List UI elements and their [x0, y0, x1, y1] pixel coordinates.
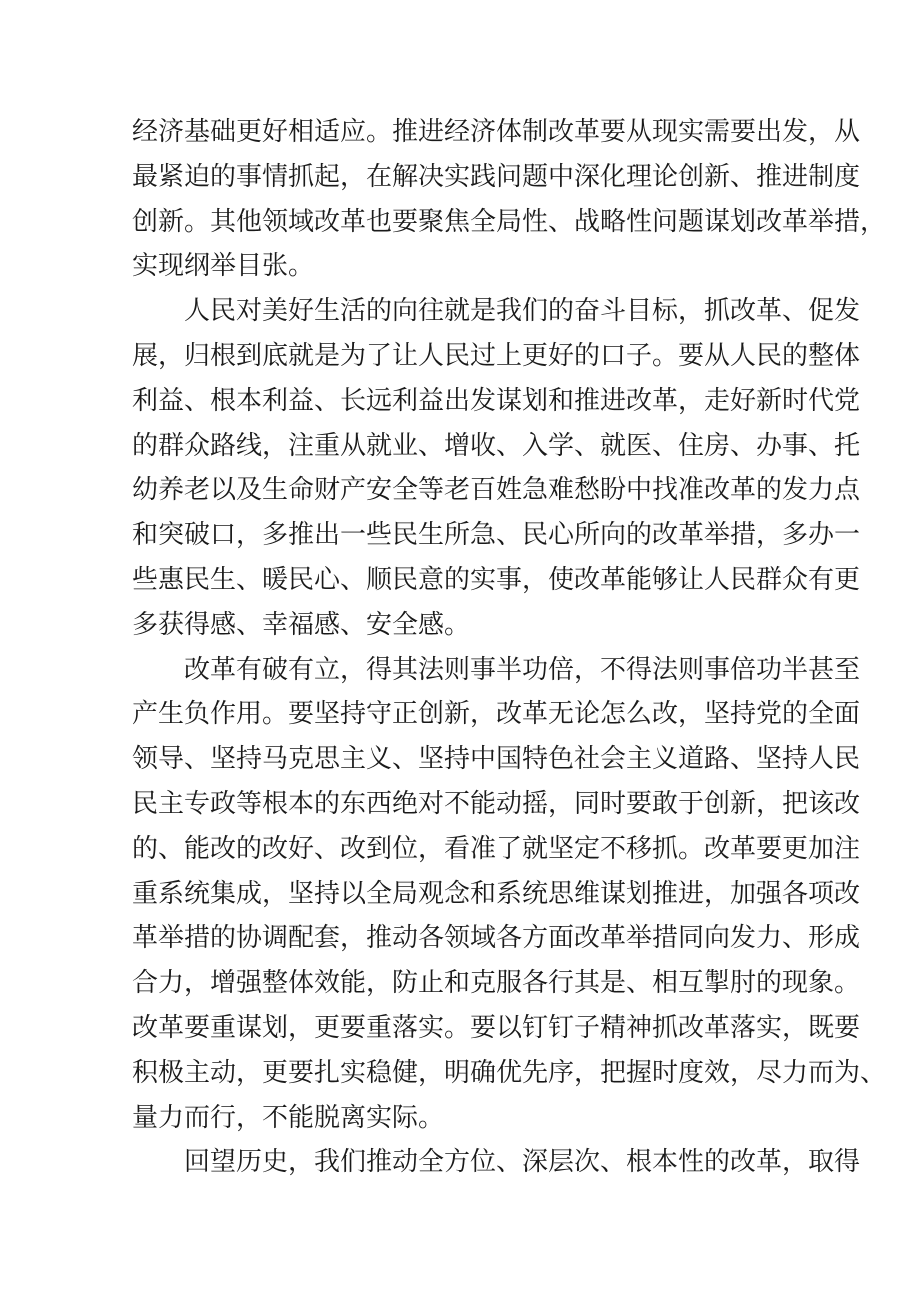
paragraph-2	[132, 289, 861, 647]
text-line: 利益、根本利益、长远利益出发谋划和推进改革，走好新时代党	[132, 385, 861, 416]
text-line: 幼养老以及生命财产安全等老百姓急难愁盼中找准改革的发力点	[132, 475, 861, 506]
text-line: 的群众路线，注重从就业、增收、入学、就医、住房、办事、托	[132, 430, 861, 461]
text-line: 民主专政等根本的东西绝对不能动摇，同时要敢于创新，把该改	[132, 788, 861, 819]
text-line: 人民对美好生活的向往就是我们的奋斗目标，抓改革、促发	[184, 296, 861, 327]
text-line: 改革要重谋划，更要重落实。要以钉钉子精神抓改革落实，既要	[132, 1012, 861, 1043]
paragraph-1	[132, 110, 887, 289]
text-line: 领导、坚持马克思主义、坚持中国特色社会主义道路、坚持人民	[132, 744, 861, 775]
text-line: 产生负作用。要坚持守正创新，改革无论怎么改，坚持党的全面	[132, 699, 861, 730]
text-line: 回望历史，我们推动全方位、深层次、根本性的改革，取得	[184, 1147, 861, 1178]
text-line: 最紧迫的事情抓起，在解决实践问题中深化理论创新、推进制度	[132, 161, 861, 192]
text-line: 些惠民生、暖民心、顺民意的实事，使改革能够让人民群众有更	[132, 564, 861, 595]
text-line: 创新。其他领域改革也要聚焦全局性、战略性问题谋划改革举措，	[132, 206, 887, 237]
text-line: 量力而行，不能脱离实际。	[132, 1102, 445, 1133]
text-line: 合力，增强整体效能，防止和克服各行其是、相互掣肘的现象。	[132, 968, 861, 999]
text-line: 经济基础更好相适应。推进经济体制改革要从现实需要出发，从	[132, 117, 861, 147]
text-line: 和突破口，多推出一些民生所急、民心所向的改革举措，多办一	[132, 520, 861, 551]
paragraph-4	[132, 1140, 861, 1185]
text-line: 展，归根到底就是为了让人民过上更好的口子。要从人民的整体	[132, 340, 861, 371]
paragraph-3	[132, 648, 887, 1141]
document-body	[132, 110, 887, 1185]
text-line: 重系统集成，坚持以全局观念和系统思维谋划推进，加强各项改	[132, 878, 861, 909]
text-line: 的、能改的改好、改到位，看准了就坚定不移抓。改革要更加注	[132, 833, 861, 864]
text-line: 改革有破有立，得其法则事半功倍，不得法则事倍功半甚至	[184, 654, 861, 685]
text-line: 积极主动，更要扎实稳健，明确优先序，把握时度效，尽力而为、	[132, 1057, 887, 1088]
text-line: 多获得感、幸福感、安全感。	[132, 609, 471, 640]
text-line: 革举措的协调配套，推动各领域各方面改革举措同向发力、形成	[132, 923, 861, 954]
text-line: 实现纲举目张。	[132, 251, 315, 282]
